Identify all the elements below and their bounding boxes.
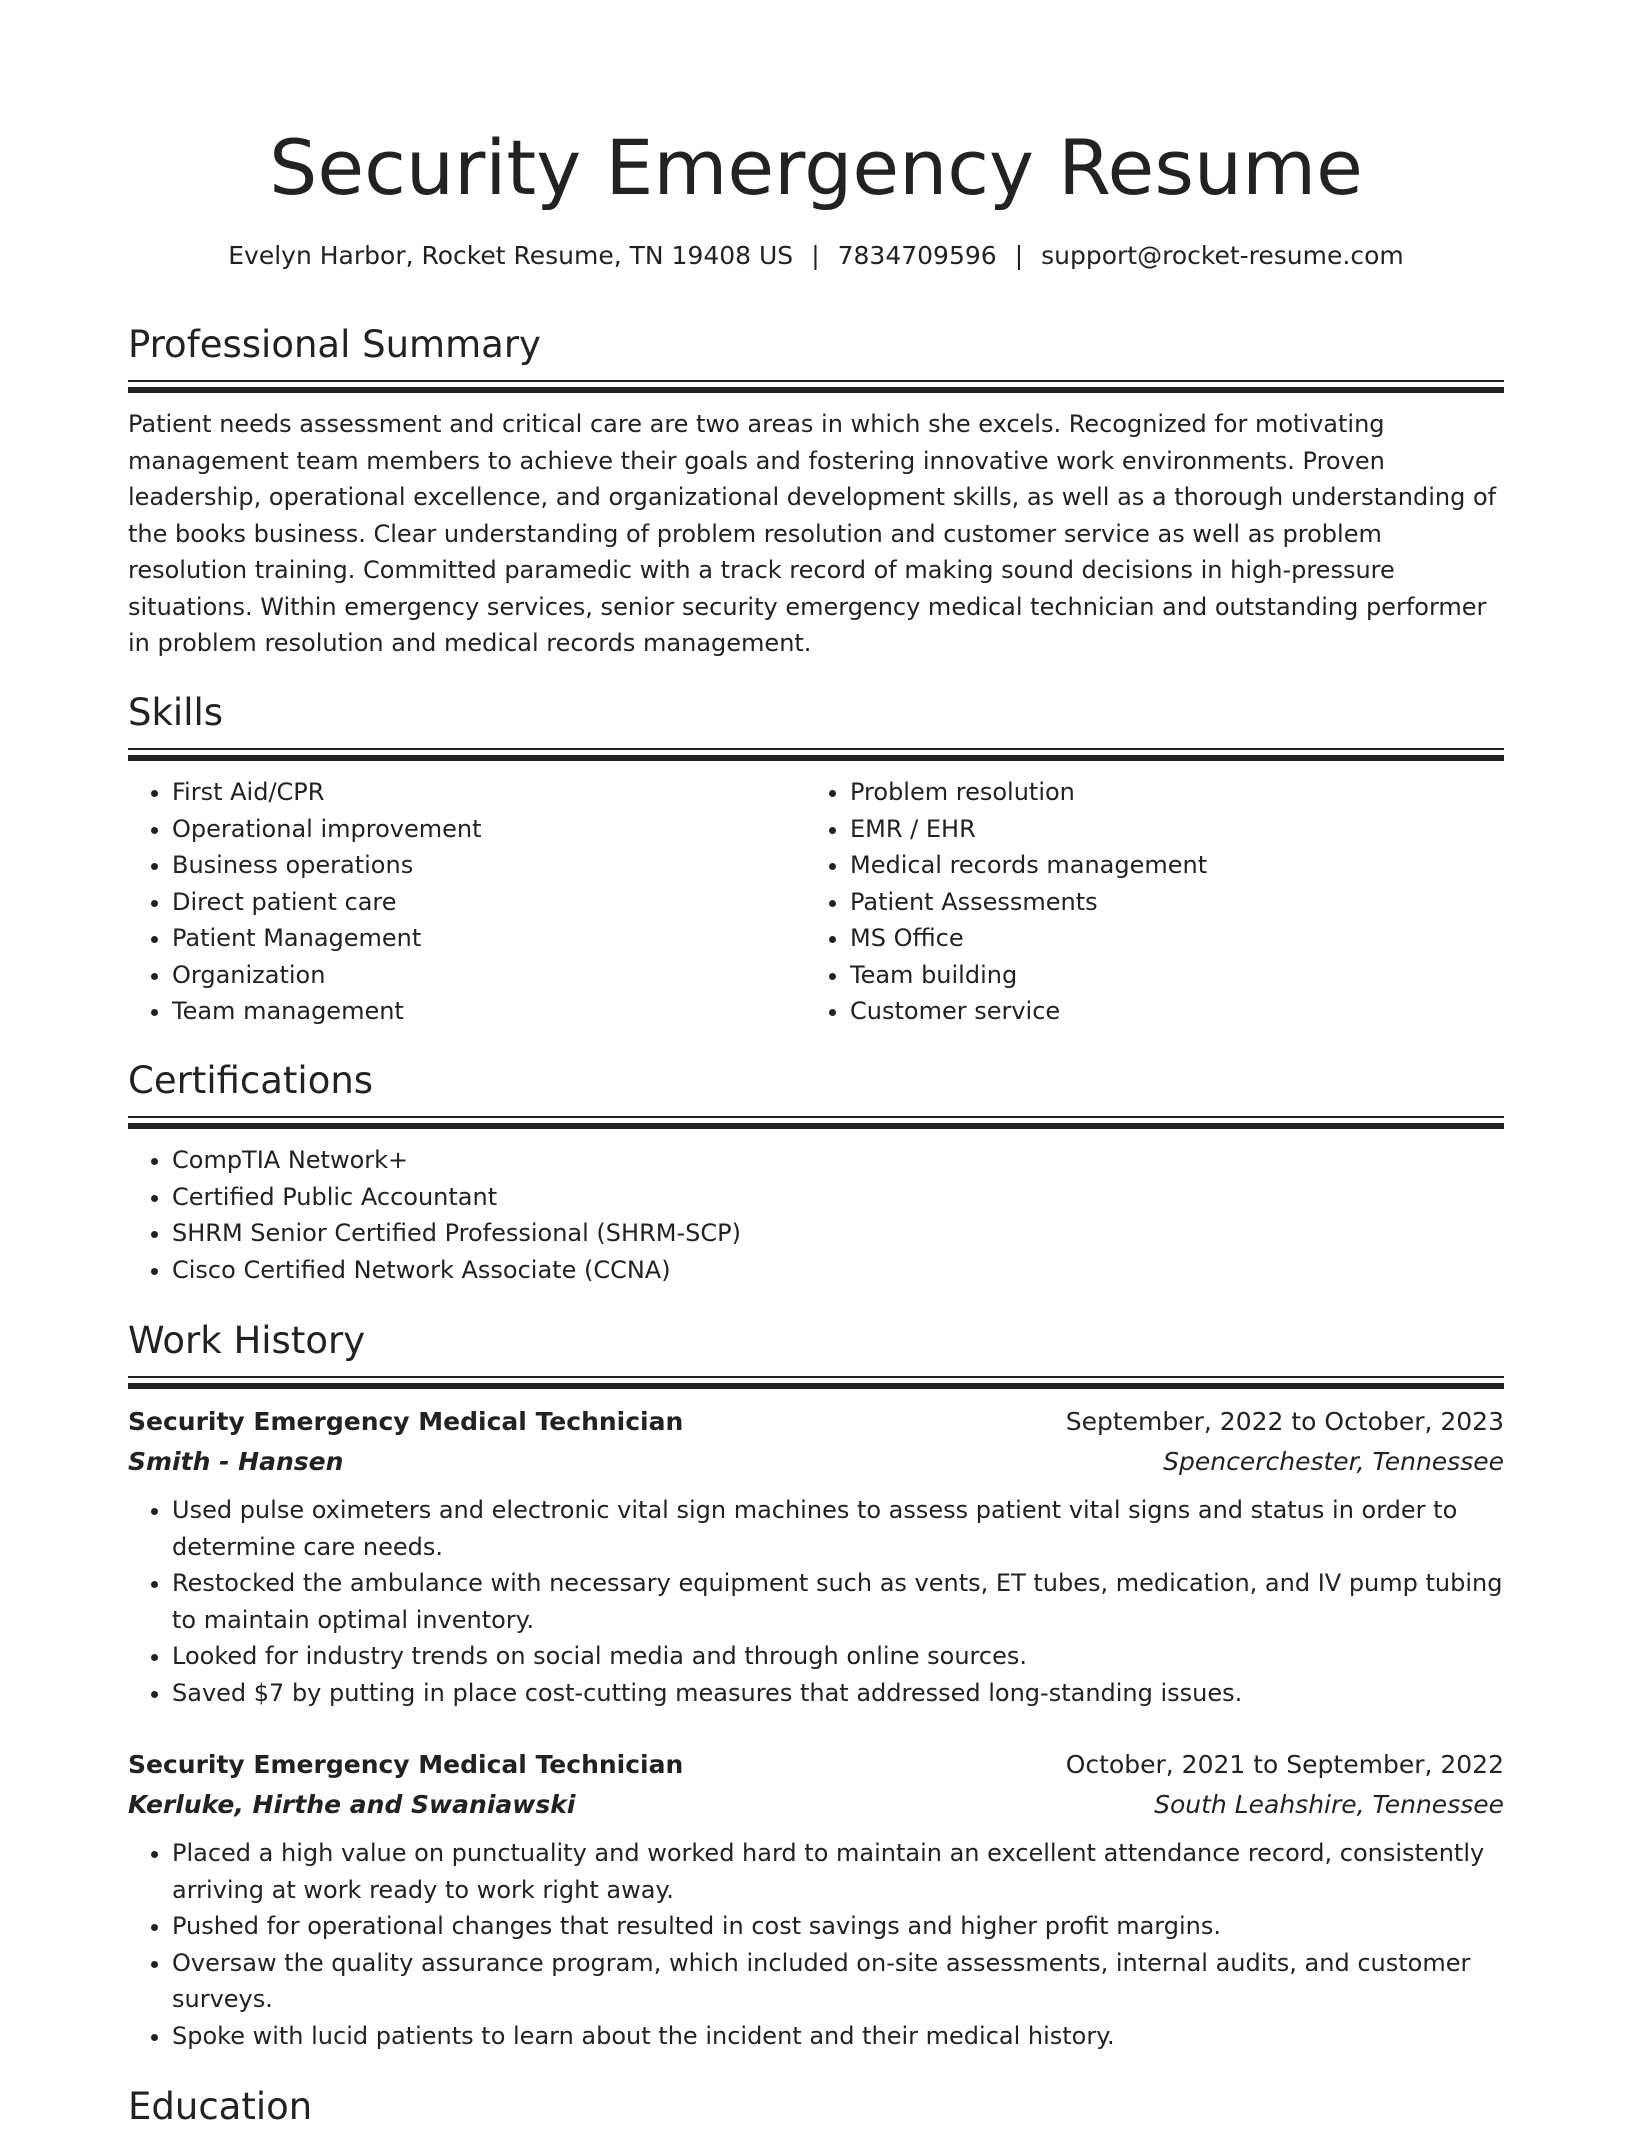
summary-paragraph: Patient needs assessment and critical care are two areas in which she excels. Recognized for motivating management team members to achieve their goals and fostering innovative work environments. Proven leadership, operational excellence, and organizational development skills, as well as a thorough understanding of the books business. Clear understanding of problem resolution and customer service as well as problem resolution training. Committed paramedic with a track record of making sound decisions in high-pressure situations. Within emergency services, senior security emergency medical technician and outstanding performer in problem resolution and medical records management. — [128, 410, 1497, 657]
certification-item: • CompTIA Network+ — [172, 1142, 1504, 1179]
section-certifications — [128, 1056, 1504, 1288]
section-work-history — [128, 1316, 1504, 1388]
section-heading: Skills — [128, 691, 224, 734]
job-location: Spencerchester, Tennessee — [1163, 1447, 1504, 1476]
skills-column-right — [806, 774, 1484, 1030]
section-heading: Education — [128, 2085, 313, 2128]
job-company: Smith - Hansen — [128, 1447, 344, 1476]
contact-phone: 7834709596 — [837, 241, 997, 270]
job-header-row — [128, 1745, 1504, 1785]
skill-item: • Team management — [172, 993, 806, 1030]
certifications-list — [128, 1142, 1504, 1288]
job-title: Security Emergency Medical Technician — [128, 1750, 684, 1779]
job-bullet: • Placed a high value on punctuality and worked hard to maintain an excellent attendance record, consistently arriving at work ready to work right away. — [172, 1835, 1504, 1908]
job-location: South Leahshire, Tennessee — [1154, 1790, 1504, 1819]
job-dates: September, 2022 to October, 2023 — [1065, 1407, 1504, 1436]
skill-item: • First Aid/CPR — [172, 774, 806, 811]
job-title: Security Emergency Medical Technician — [128, 1407, 684, 1436]
job-company-row — [128, 1442, 1504, 1482]
skill-item: • Problem resolution — [850, 774, 1484, 811]
job-bullet: • Used pulse oximeters and electronic vital sign machines to assess patient vital signs and status in order to determine care needs. — [172, 1492, 1504, 1565]
section-heading: Professional Summary — [128, 323, 541, 366]
skills-columns — [128, 774, 1504, 1030]
section-divider — [128, 380, 1504, 392]
job-bullets — [128, 1835, 1504, 2054]
certification-item: • SHRM Senior Certified Professional (SHRM-SCP) — [172, 1215, 1504, 1252]
section-professional-summary — [128, 320, 1504, 662]
skill-item: • Medical records management — [850, 847, 1484, 884]
job-company: Kerluke, Hirthe and Swaniawski — [128, 1790, 576, 1819]
certification-item: • Cisco Certified Network Associate (CCNA) — [172, 1252, 1504, 1289]
job-entry — [128, 1402, 1504, 1711]
section-education — [128, 2082, 1504, 2132]
job-header-row — [128, 1402, 1504, 1442]
skill-item: • Business operations — [172, 847, 806, 884]
skill-item: • Operational improvement — [172, 811, 806, 848]
job-bullets — [128, 1492, 1504, 1711]
skill-item: • Customer service — [850, 993, 1484, 1030]
job-bullet: • Looked for industry trends on social media and through online sources. — [172, 1638, 1504, 1675]
resume-title: Security Emergency Resume — [269, 123, 1363, 212]
contact-separator: | — [811, 241, 820, 270]
job-entry — [128, 1745, 1504, 2054]
job-bullet: • Oversaw the quality assurance program, which included on-site assessments, internal audits, and customer surveys. — [172, 1945, 1504, 2018]
skill-item: • Organization — [172, 957, 806, 994]
skill-item: • EMR / EHR — [850, 811, 1484, 848]
contact-separator: | — [1014, 241, 1024, 270]
skill-item: • Patient Assessments — [850, 884, 1484, 921]
skill-item: • Direct patient care — [172, 884, 806, 921]
job-bullet: • Saved $7 by putting in place cost-cutting measures that addressed long-standing issues. — [172, 1675, 1504, 1712]
skill-item: • Patient Management — [172, 920, 806, 957]
section-heading: Work History — [128, 1319, 366, 1362]
job-company-row — [128, 1785, 1504, 1825]
skill-item: • MS Office — [850, 920, 1484, 957]
job-bullet: • Restocked the ambulance with necessary equipment such as vents, ET tubes, medication, and IV pump tubing to maintain optimal inventory. — [172, 1565, 1504, 1638]
section-heading: Certifications — [128, 1059, 374, 1102]
job-dates: October, 2021 to September, 2022 — [1065, 1750, 1504, 1779]
job-bullet: • Spoke with lucid patients to learn about the incident and their medical history. — [172, 2018, 1504, 2055]
section-divider — [128, 1376, 1504, 1388]
job-bullet: • Pushed for operational changes that resulted in cost savings and higher profit margins. — [172, 1908, 1504, 1945]
contact-address: Evelyn Harbor, Rocket Resume, TN 19408 US — [228, 241, 794, 270]
skills-column-left — [128, 774, 806, 1030]
section-skills — [128, 688, 1504, 1030]
certification-item: • Certified Public Accountant — [172, 1179, 1504, 1216]
section-divider — [128, 1116, 1504, 1128]
skill-item: • Team building — [850, 957, 1484, 994]
section-divider — [128, 748, 1504, 760]
contact-line — [128, 238, 1504, 274]
contact-email[interactable]: support@rocket-resume.com — [1041, 241, 1404, 270]
